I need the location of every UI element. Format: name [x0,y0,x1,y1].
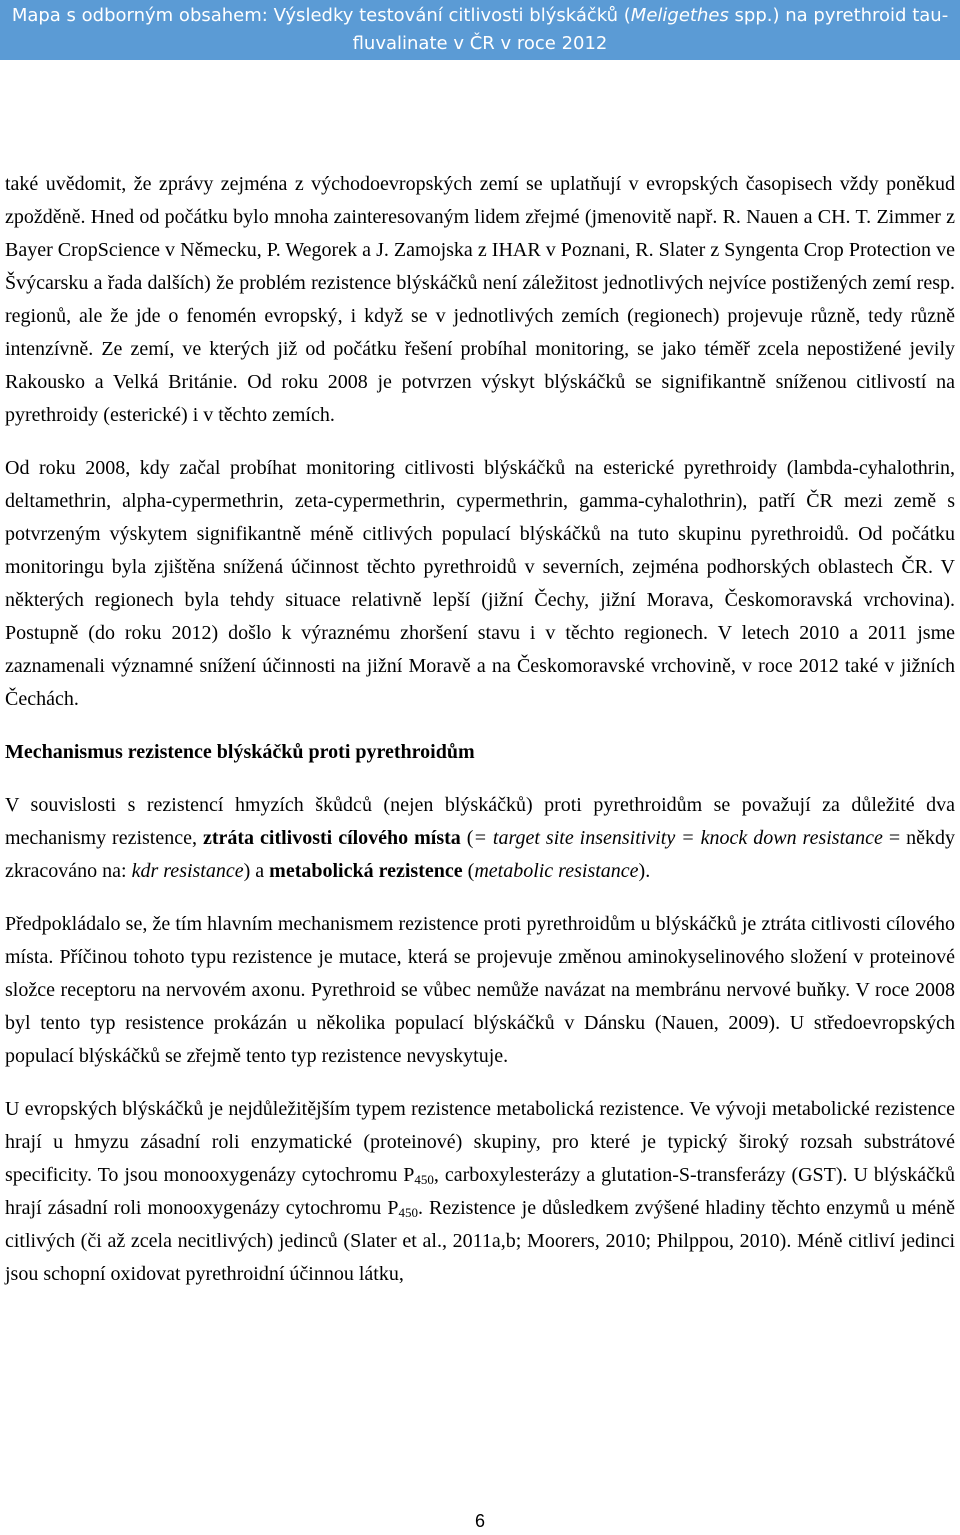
bold-term: metabolická rezistence [269,860,463,882]
text-run: = někdy zkracováno na: [5,827,956,882]
page-number: 6 [474,1511,485,1531]
text-run: , carboxylesterázy a glutation-S-transferázy (GST). U blýskáčků hrají zásadní roli monooxygenázy cytochromu P [5,1164,955,1219]
italic-term: kdr resistance [131,860,244,882]
italic-term: = target site insensitivity = knock down resistance [473,827,883,849]
text-run: ( [462,860,475,882]
text-run: U evropských blýskáčků je nejdůležitějším typem rezistence metabolická rezistence. Ve vývoji metabolické rezistence hrají u hmyzu zásadní roli enzymatické (proteinové) skupiny, pro které je typický široký rozsah substrátové specificity. To jsou monooxygenázy cytochromu P [5,1098,955,1186]
header-line-1 [0,2,960,30]
document-body [5,168,955,1291]
paragraph-3 [5,789,955,888]
paragraph-1: také uvědomit, že zprávy zejména z východoevropských zemí se uplatňují v evropských časopisech vždy poněkud zpožděně. Hned od počátku bylo mnoha zainteresovaným lidem zřejmé (jmenovitě např. R. Nauen a CH. T. Zimmer z Bayer CropScience v Německu, P. Wegorek a J. Zamojska z IHAR v Poznani, R. Slater z Syngenta Crop Protection ve Švýcarsku a řada dalších) že problém rezistence blýskáčků není záležitost jednotlivých nejvíce postižených zemí resp. regionů, ale že jde o fenomén evropský, i když se v jednotlivých zemích (regionech) projevuje různě, tedy různě intenzívně. Ze zemí, ve kterých již od počátku řešení probíhal monitoring, se jako téměř zcela nepostižené jevily Rakousko a Velká Británie. Od roku 2008 je potvrzen výskyt blýskáčků se signifikantně sníženou citlivostí na pyrethroidy (esterické) i v těchto zemích. [5,173,955,426]
italic-term: metabolic resistance [474,860,639,882]
header-genus-name: Meligethes [630,5,729,26]
header-text-part: Mapa s odborným obsahem: Výsledky testování citlivosti blýskáčků ( [11,5,631,26]
page-header [0,0,960,60]
text-run: . Rezistence je důsledkem zvýšené hladiny těchto enzymů u méně citlivých (či až zcela necitlivých) jedinců (Slater et al., 2011a,b; Moorers, 2010; Philppou, 2010). Méně citliví jedinci jsou schopní oxidovat pyrethroidní účinnou látku, [5,1197,955,1285]
section-heading: Mechanismus rezistence blýskáčků proti pyrethroidům [5,741,475,763]
paragraph-4: Předpokládalo se, že tím hlavním mechanismem rezistence proti pyrethroidům u blýskáčků je ztráta citlivosti cílového místa. Příčinou tohoto typu rezistence je mutace, která se projevuje změnou aminokyselinového složení v proteinové složce receptoru na nervovém axonu. Pyrethroid se vůbec nemůže navázat na membránu nervové buňky. V roce 2008 byl tento typ resistence prokázán u několika populací blýskáčků v Dánsku (Nauen, 2009). U středoevropských populací blýskáčků se zřejmě tento typ rezistence nevyskytuje. [5,913,955,1067]
text-run: V souvislosti s rezistencí hmyzích škůdců (nejen blýskáčků) proti pyrethroidům se považují za důležité dva mechanismy rezistence, [5,794,955,849]
subscript: 450 [414,1172,434,1187]
paragraph-5 [5,1093,955,1291]
header-line-2: fluvalinate v ČR v roce 2012 [352,33,608,54]
paragraph-2: Od roku 2008, kdy začal probíhat monitoring citlivosti blýskáčků na esterické pyrethroidy (lambda-cyhalothrin, deltamethrin, alpha-cypermethrin, zeta-cypermethrin, cypermethrin, gamma-cyhalothrin), patří ČR mezi země s potvrzeným výskytem signifikantně méně citlivých populací blýskáčků na tuto skupinu pyrethroidů. Od počátku monitoringu byla zjištěna snížená účinnost těchto pyrethroidů v severních, zejména podhorských oblastech ČR. V některých regionech byla tehdy situace relativně lepší (jižní Čechy, jižní Morava, Českomoravská vrchovina). Postupně (do roku 2012) došlo k výraznému zhoršení stavu i v těchto regionech. V letech 2010 a 2011 jsme zaznamenali významné snížení účinnosti na jižní Moravě a na Českomoravské vrchovině, v roce 2012 také v jižních Čechách. [5,457,955,710]
text-run: ( [460,827,474,849]
header-text-part: spp.) na pyrethroid tau- [728,5,949,26]
bold-term: ztráta citlivosti cílového místa [202,827,461,849]
text-run: ) a [243,860,270,882]
text-run: ). [638,860,651,882]
subscript: 450 [398,1205,418,1220]
